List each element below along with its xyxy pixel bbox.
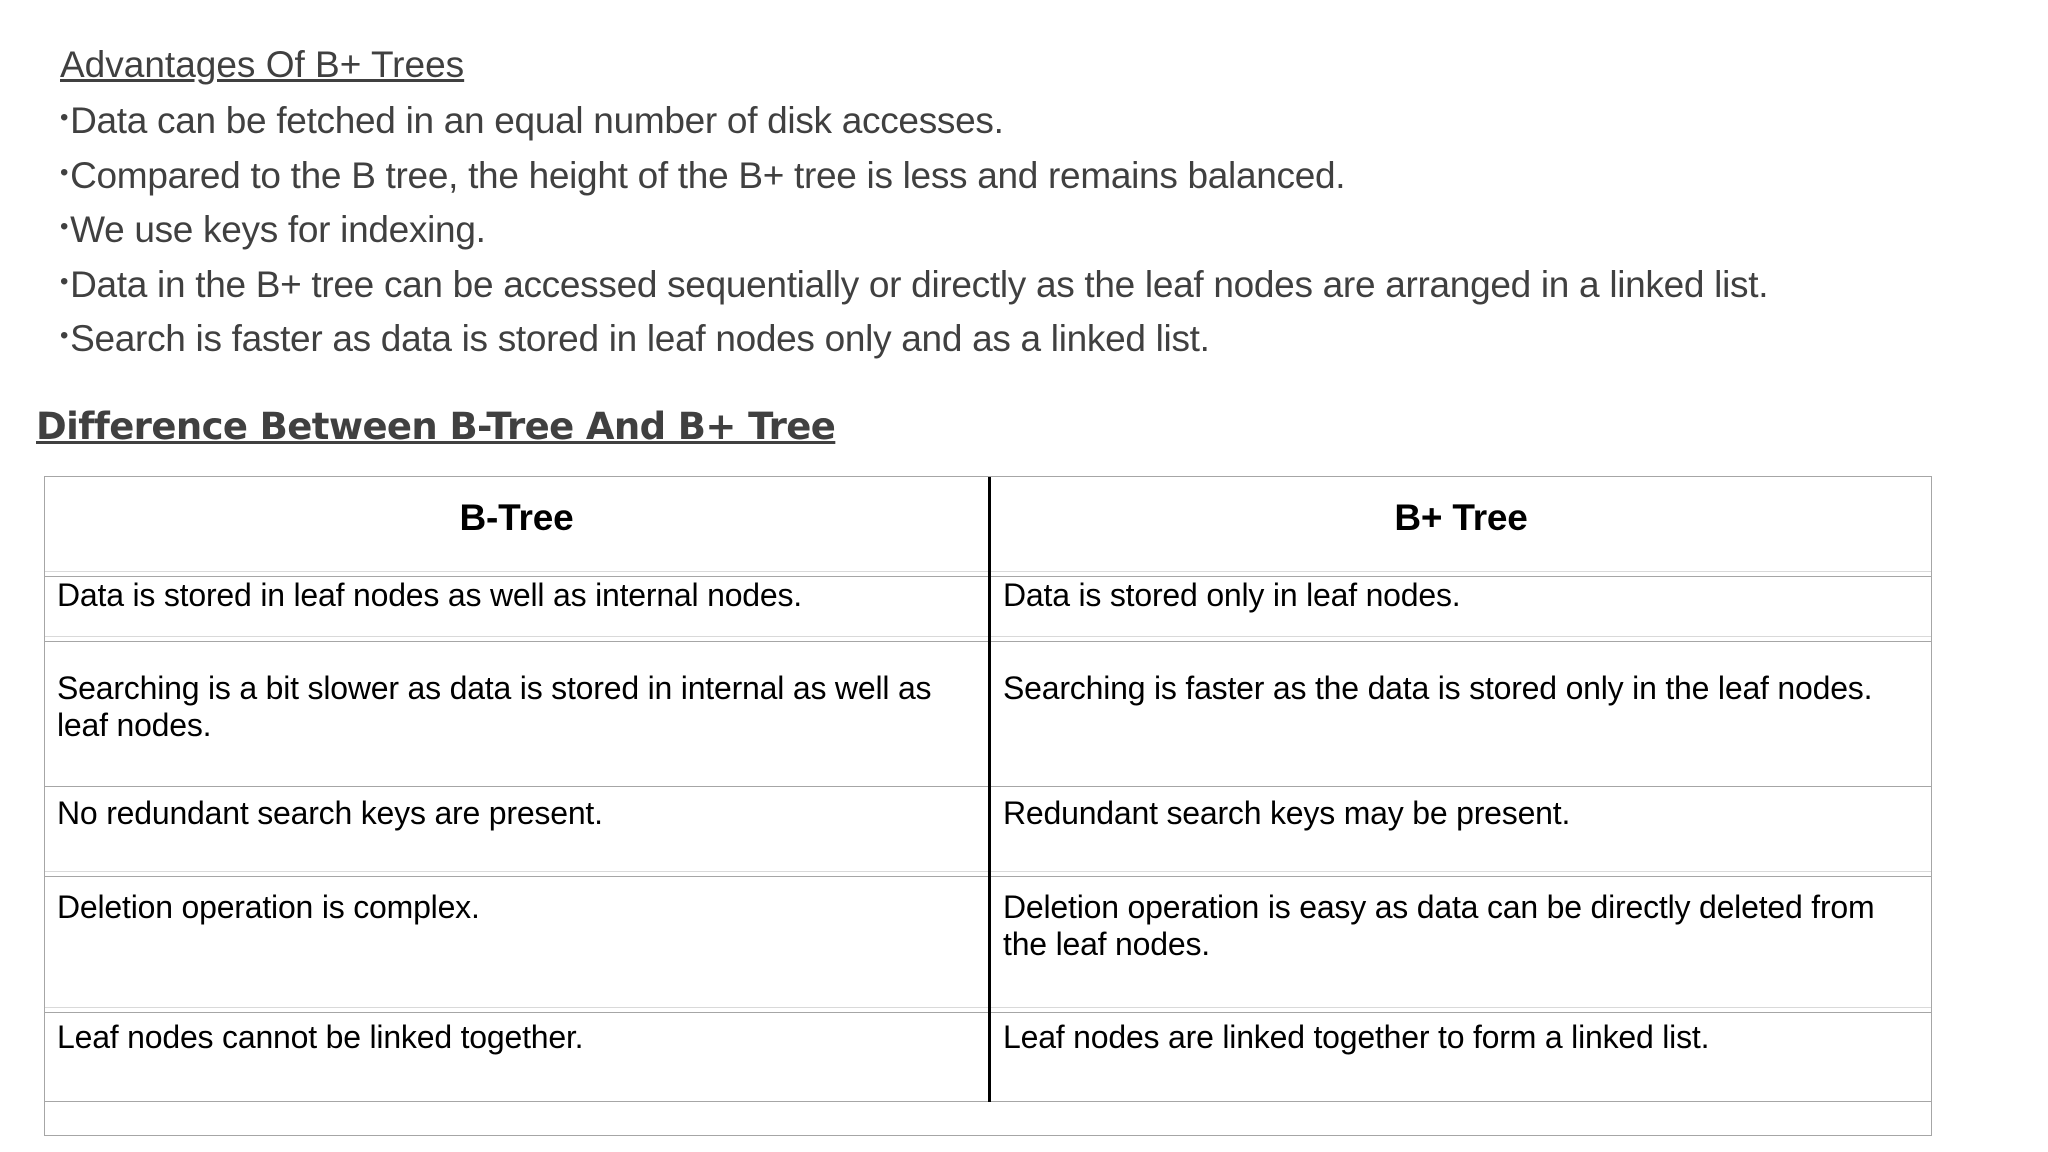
cell-b-tree: No redundant search keys are present. xyxy=(57,795,603,831)
cell-b-tree: Searching is a bit slower as data is stored in internal as well as leaf nodes. xyxy=(57,670,932,743)
advantage-item: •We use keys for indexing. xyxy=(60,209,486,250)
bullet-icon: • xyxy=(60,213,69,240)
advantage-item: •Compared to the B tree, the height of the B+ tree is less and remains balanced. xyxy=(60,154,1346,196)
bullet-icon: • xyxy=(60,104,69,131)
cell-b-tree: Deletion operation is complex. xyxy=(57,889,480,925)
comparison-table xyxy=(44,476,1932,1136)
advantages-title: Advantages Of B+ Trees xyxy=(60,44,465,85)
cell-b-plus-tree: Searching is faster as the data is stored only in the leaf nodes. xyxy=(1003,670,1873,706)
bullet-icon: • xyxy=(60,267,69,295)
bullet-icon: • xyxy=(60,158,69,186)
advantage-item: •Data in the B+ tree can be accessed sequentially or directly as the leaf nodes are arranged in a linked list. xyxy=(60,263,1769,305)
cell-b-plus-tree: Deletion operation is easy as data can be directly deleted from the leaf nodes. xyxy=(1003,889,1875,962)
cell-b-tree: Leaf nodes cannot be linked together. xyxy=(57,1019,584,1055)
column-divider xyxy=(988,477,991,1102)
advantage-item: •Search is faster as data is stored in leaf nodes only and as a linked list. xyxy=(60,318,1210,359)
bullet-icon: • xyxy=(60,322,69,349)
cell-b-tree: Data is stored in leaf nodes as well as internal nodes. xyxy=(57,577,802,613)
advantages-list xyxy=(60,92,1768,365)
header-b-plus-tree: B+ Tree xyxy=(1394,497,1528,538)
difference-title: Difference Between B-Tree And B+ Tree xyxy=(36,405,836,448)
cell-b-plus-tree: Leaf nodes are linked together to form a linked list. xyxy=(1003,1019,1710,1055)
cell-b-plus-tree: Data is stored only in leaf nodes. xyxy=(1003,577,1461,613)
cell-b-plus-tree: Redundant search keys may be present. xyxy=(1003,795,1571,831)
header-b-tree: B-Tree xyxy=(459,497,574,538)
advantage-item: •Data can be fetched in an equal number of disk accesses. xyxy=(60,100,1004,141)
